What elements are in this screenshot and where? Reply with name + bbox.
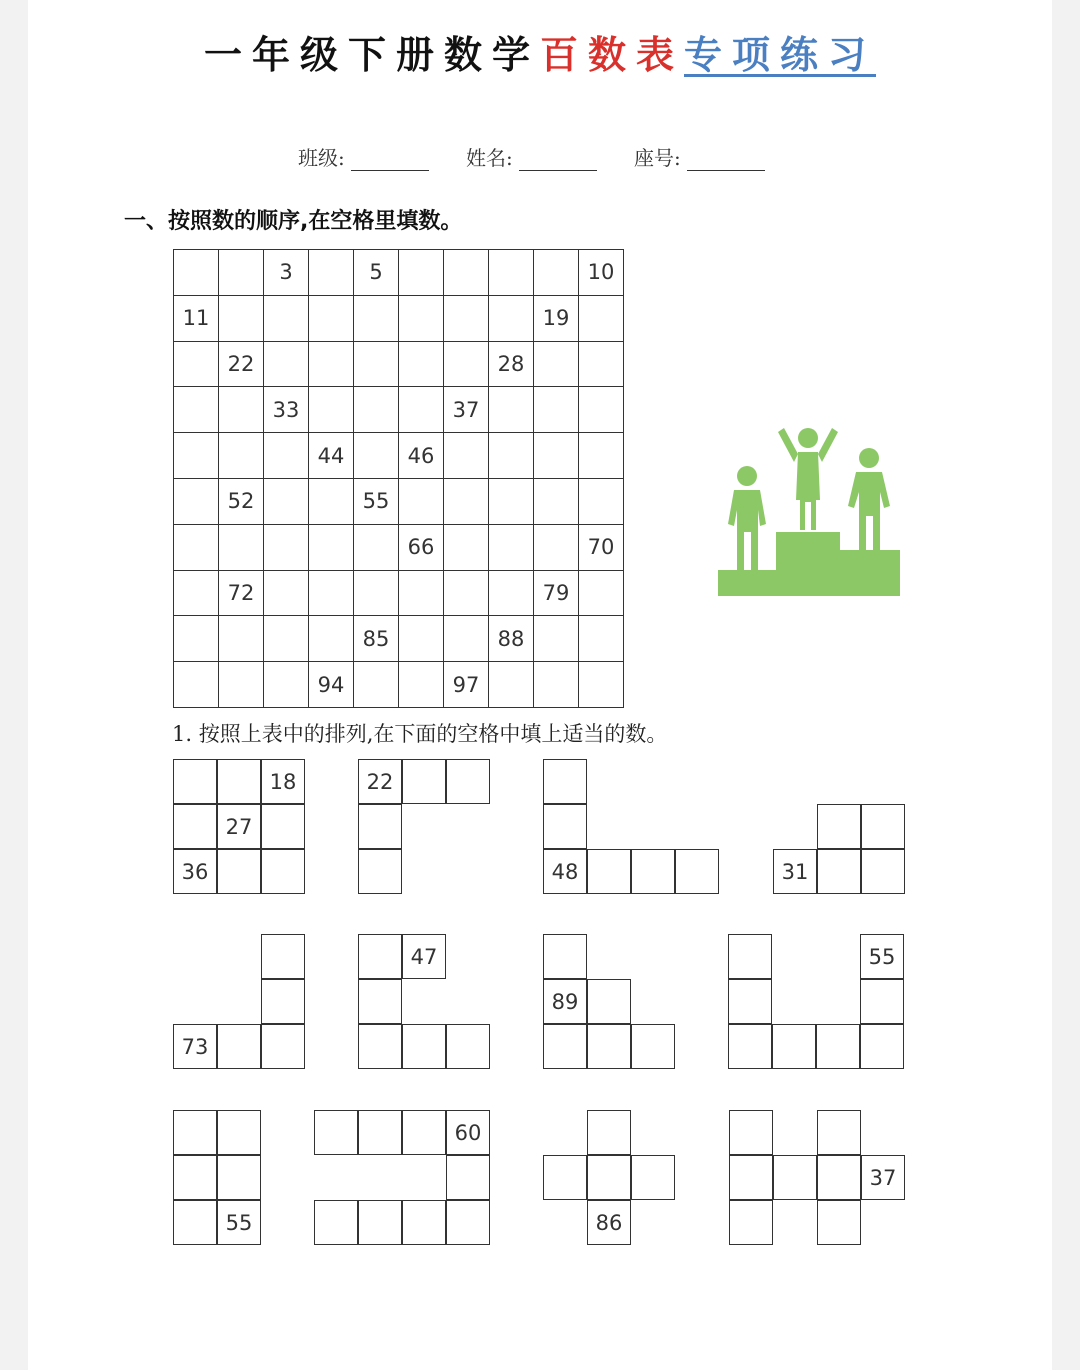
chart-cell-number: 22 bbox=[219, 341, 264, 387]
fragment-cell-blank[interactable] bbox=[358, 934, 402, 979]
fragment-cell-blank[interactable] bbox=[631, 1155, 675, 1200]
chart-cell-blank[interactable] bbox=[354, 524, 399, 570]
fragment-cell-blank[interactable] bbox=[817, 1110, 861, 1155]
chart-cell-blank[interactable] bbox=[354, 387, 399, 433]
fragment-cell-blank[interactable] bbox=[861, 849, 905, 894]
fragment-cell-blank[interactable] bbox=[446, 1200, 490, 1245]
page-title bbox=[0, 24, 1080, 79]
chart-cell-blank[interactable] bbox=[489, 570, 534, 616]
chart-row bbox=[174, 570, 624, 616]
fragment-cell-blank[interactable] bbox=[817, 804, 861, 849]
fragment-cell-blank[interactable] bbox=[543, 759, 587, 804]
question-1-text: 1. 按照上表中的排列,在下面的空格中填上适当的数。 bbox=[172, 722, 668, 746]
chart-cell-number: 79 bbox=[534, 570, 579, 616]
chart-cell-blank[interactable] bbox=[174, 570, 219, 616]
chart-cell-blank[interactable] bbox=[489, 295, 534, 341]
fragment-cell-blank[interactable] bbox=[543, 1155, 587, 1200]
chart-cell-blank[interactable] bbox=[264, 662, 309, 708]
chart-cell-number: 70 bbox=[579, 524, 624, 570]
fragment-cell-blank[interactable] bbox=[261, 934, 305, 979]
fragment-cell-blank[interactable] bbox=[402, 1200, 446, 1245]
chart-cell-blank[interactable] bbox=[309, 341, 354, 387]
chart-cell-blank[interactable] bbox=[309, 524, 354, 570]
fragment-cell-number: 36 bbox=[173, 849, 217, 894]
fragment-cell-number: 89 bbox=[543, 979, 587, 1024]
fragment-cell-blank[interactable] bbox=[729, 1200, 773, 1245]
chart-cell-blank[interactable] bbox=[579, 616, 624, 662]
fragment-cell-blank[interactable] bbox=[173, 804, 217, 849]
chart-cell-blank[interactable] bbox=[309, 295, 354, 341]
fragment-cell-blank[interactable] bbox=[261, 804, 305, 849]
chart-cell-blank[interactable] bbox=[399, 387, 444, 433]
chart-row bbox=[174, 662, 624, 708]
title-part-3: 专项练习 bbox=[684, 33, 877, 77]
fragment-cell-blank[interactable] bbox=[772, 1024, 816, 1069]
chart-cell-blank[interactable] bbox=[444, 433, 489, 479]
fragment-cell-blank[interactable] bbox=[861, 804, 905, 849]
fragment-cell-number: 60 bbox=[446, 1110, 490, 1155]
chart-cell-number: 55 bbox=[354, 478, 399, 524]
fragment-cell-blank[interactable] bbox=[543, 804, 587, 849]
chart-cell-blank[interactable] bbox=[309, 387, 354, 433]
fragment-cell-blank[interactable] bbox=[446, 1024, 490, 1069]
chart-cell-blank[interactable] bbox=[354, 570, 399, 616]
fragment-cell-blank[interactable] bbox=[587, 1155, 631, 1200]
chart-cell-blank[interactable] bbox=[534, 387, 579, 433]
name-blank[interactable] bbox=[519, 148, 597, 171]
fragment-cell-blank[interactable] bbox=[817, 1155, 861, 1200]
chart-cell-blank[interactable] bbox=[579, 341, 624, 387]
chart-cell-blank[interactable] bbox=[534, 524, 579, 570]
title-part-2: 百数表 bbox=[539, 33, 684, 77]
chart-cell-number: 85 bbox=[354, 616, 399, 662]
fragment-cell-blank[interactable] bbox=[446, 1155, 490, 1200]
fragment-cell-blank[interactable] bbox=[587, 979, 631, 1024]
seat-field[interactable] bbox=[634, 142, 765, 171]
chart-cell-blank[interactable] bbox=[444, 524, 489, 570]
chart-row bbox=[174, 433, 624, 479]
chart-cell-blank[interactable] bbox=[219, 387, 264, 433]
chart-row bbox=[174, 341, 624, 387]
chart-row bbox=[174, 387, 624, 433]
chart-cell-blank[interactable] bbox=[444, 341, 489, 387]
chart-cell-number: 44 bbox=[309, 433, 354, 479]
fragment-cell-blank[interactable] bbox=[402, 1024, 446, 1069]
fragment-cell-number: 18 bbox=[261, 759, 305, 804]
fragment-cell-blank[interactable] bbox=[217, 1155, 261, 1200]
chart-cell-blank[interactable] bbox=[534, 478, 579, 524]
fragment-cell-blank[interactable] bbox=[816, 1024, 860, 1069]
fragment-cell-blank[interactable] bbox=[860, 1024, 904, 1069]
chart-cell-blank[interactable] bbox=[444, 295, 489, 341]
fragment-cell-blank[interactable] bbox=[217, 1110, 261, 1155]
chart-cell-blank[interactable] bbox=[399, 341, 444, 387]
chart-cell-number: 46 bbox=[399, 433, 444, 479]
chart-cell-blank[interactable] bbox=[489, 387, 534, 433]
chart-cell-blank[interactable] bbox=[219, 616, 264, 662]
fragment-cell-blank[interactable] bbox=[543, 934, 587, 979]
fragment-cell-blank[interactable] bbox=[773, 1155, 817, 1200]
chart-cell-blank[interactable] bbox=[219, 250, 264, 296]
fragment-cell-number: 55 bbox=[217, 1200, 261, 1245]
chart-cell-blank[interactable] bbox=[174, 387, 219, 433]
chart-row bbox=[174, 616, 624, 662]
chart-cell-blank[interactable] bbox=[579, 433, 624, 479]
fragment-cell-blank[interactable] bbox=[446, 759, 490, 804]
chart-cell-number: 37 bbox=[444, 387, 489, 433]
chart-cell-number: 28 bbox=[489, 341, 534, 387]
chart-cell-number: 94 bbox=[309, 662, 354, 708]
section-heading: 一、按照数的顺序,在空格里填数。 bbox=[124, 209, 463, 234]
chart-cell-blank[interactable] bbox=[174, 341, 219, 387]
fragment-cell-blank[interactable] bbox=[728, 979, 772, 1024]
chart-cell-number: 10 bbox=[579, 250, 624, 296]
chart-cell-number: 88 bbox=[489, 616, 534, 662]
chart-cell-blank[interactable] bbox=[354, 433, 399, 479]
chart-cell-blank[interactable] bbox=[174, 478, 219, 524]
fragment-cell-number: 37 bbox=[861, 1155, 905, 1200]
chart-cell-blank[interactable] bbox=[264, 341, 309, 387]
chart-row bbox=[174, 295, 624, 341]
fragment-cell-blank[interactable] bbox=[217, 1024, 261, 1069]
fragment-cell-number: 48 bbox=[543, 849, 587, 894]
chart-cell-blank[interactable] bbox=[534, 433, 579, 479]
fragment-cell-blank[interactable] bbox=[817, 1200, 861, 1245]
fragment-cell-blank[interactable] bbox=[728, 1024, 772, 1069]
hundred-chart bbox=[173, 249, 613, 697]
chart-cell-blank[interactable] bbox=[174, 433, 219, 479]
fragment-cell-blank[interactable] bbox=[314, 1110, 358, 1155]
chart-cell-blank[interactable] bbox=[264, 524, 309, 570]
chart-cell-blank[interactable] bbox=[309, 616, 354, 662]
chart-cell-blank[interactable] bbox=[174, 662, 219, 708]
chart-cell-blank[interactable] bbox=[444, 570, 489, 616]
chart-row bbox=[174, 524, 624, 570]
chart-cell-blank[interactable] bbox=[444, 250, 489, 296]
chart-cell-blank[interactable] bbox=[174, 250, 219, 296]
chart-cell-blank[interactable] bbox=[534, 616, 579, 662]
fragment-cell-blank[interactable] bbox=[261, 1024, 305, 1069]
chart-cell-number: 33 bbox=[264, 387, 309, 433]
chart-cell-number: 97 bbox=[444, 662, 489, 708]
fragment-cell-number: 47 bbox=[402, 934, 446, 979]
fragment-cell-blank[interactable] bbox=[314, 1200, 358, 1245]
chart-cell-blank[interactable] bbox=[219, 433, 264, 479]
chart-cell-blank[interactable] bbox=[489, 662, 534, 708]
chart-cell-blank[interactable] bbox=[174, 616, 219, 662]
fragment-cell-number: 22 bbox=[358, 759, 402, 804]
chart-cell-blank[interactable] bbox=[489, 250, 534, 296]
chart-row bbox=[174, 250, 624, 296]
fragment-cell-blank[interactable] bbox=[729, 1110, 773, 1155]
fragment-cell-blank[interactable] bbox=[402, 1110, 446, 1155]
name-label: 姓名: bbox=[466, 146, 513, 170]
fragment-cell-blank[interactable] bbox=[261, 849, 305, 894]
chart-cell-blank[interactable] bbox=[309, 478, 354, 524]
fragment-cell-blank[interactable] bbox=[173, 1110, 217, 1155]
fragment-cell-blank[interactable] bbox=[173, 759, 217, 804]
chart-cell-blank[interactable] bbox=[534, 250, 579, 296]
chart-cell-blank[interactable] bbox=[309, 570, 354, 616]
chart-cell-blank[interactable] bbox=[399, 570, 444, 616]
chart-cell-blank[interactable] bbox=[489, 478, 534, 524]
chart-cell-blank[interactable] bbox=[264, 570, 309, 616]
chart-cell-number: 3 bbox=[264, 250, 309, 296]
fragment-cell-blank[interactable] bbox=[631, 849, 675, 894]
name-field[interactable] bbox=[466, 142, 597, 171]
chart-cell-blank[interactable] bbox=[579, 478, 624, 524]
fragment-cell-blank[interactable] bbox=[261, 979, 305, 1024]
fragment-cell-blank[interactable] bbox=[587, 1024, 631, 1069]
fragment-cell-blank[interactable] bbox=[358, 804, 402, 849]
chart-cell-blank[interactable] bbox=[219, 295, 264, 341]
chart-cell-blank[interactable] bbox=[219, 662, 264, 708]
fragment-cell-blank[interactable] bbox=[402, 759, 446, 804]
chart-cell-blank[interactable] bbox=[489, 524, 534, 570]
fragment-cell-number: 73 bbox=[173, 1024, 217, 1069]
chart-cell-number: 11 bbox=[174, 295, 219, 341]
fragment-cell-blank[interactable] bbox=[817, 849, 861, 894]
chart-cell-number: 19 bbox=[534, 295, 579, 341]
chart-cell-blank[interactable] bbox=[489, 433, 534, 479]
chart-cell-blank[interactable] bbox=[264, 478, 309, 524]
chart-cell-blank[interactable] bbox=[444, 616, 489, 662]
chart-cell-blank[interactable] bbox=[399, 662, 444, 708]
fragment-cell-number: 55 bbox=[860, 934, 904, 979]
chart-cell-blank[interactable] bbox=[399, 295, 444, 341]
fragment-cell-number: 27 bbox=[217, 804, 261, 849]
chart-cell-blank[interactable] bbox=[579, 387, 624, 433]
fragment-cell-blank[interactable] bbox=[543, 1024, 587, 1069]
chart-cell-number: 52 bbox=[219, 478, 264, 524]
fragment-cell-blank[interactable] bbox=[173, 1200, 217, 1245]
fragment-cell-blank[interactable] bbox=[358, 849, 402, 894]
chart-row bbox=[174, 478, 624, 524]
fragment-cell-blank[interactable] bbox=[358, 1110, 402, 1155]
title-part-1: 一年级下册数学 bbox=[203, 33, 540, 77]
podium-winners-icon bbox=[714, 420, 904, 600]
fragment-cell-blank[interactable] bbox=[173, 1155, 217, 1200]
fragment-cell-blank[interactable] bbox=[728, 934, 772, 979]
chart-cell-blank[interactable] bbox=[264, 616, 309, 662]
chart-cell-blank[interactable] bbox=[354, 662, 399, 708]
chart-cell-blank[interactable] bbox=[399, 250, 444, 296]
fragment-cell-blank[interactable] bbox=[587, 1110, 631, 1155]
seat-label: 座号: bbox=[634, 146, 681, 170]
chart-cell-blank[interactable] bbox=[264, 433, 309, 479]
seat-blank[interactable] bbox=[687, 148, 765, 171]
chart-cell-blank[interactable] bbox=[309, 250, 354, 296]
chart-cell-blank[interactable] bbox=[264, 295, 309, 341]
chart-cell-blank[interactable] bbox=[534, 662, 579, 708]
fragment-cell-blank[interactable] bbox=[358, 1024, 402, 1069]
chart-cell-blank[interactable] bbox=[579, 570, 624, 616]
fragment-cell-blank[interactable] bbox=[631, 1024, 675, 1069]
fragment-cell-number: 31 bbox=[773, 849, 817, 894]
chart-cell-blank[interactable] bbox=[399, 616, 444, 662]
fragment-cell-blank[interactable] bbox=[358, 1200, 402, 1245]
fragment-cell-blank[interactable] bbox=[358, 979, 402, 1024]
chart-cell-blank[interactable] bbox=[399, 478, 444, 524]
chart-cell-blank[interactable] bbox=[354, 295, 399, 341]
chart-cell-blank[interactable] bbox=[579, 295, 624, 341]
chart-cell-blank[interactable] bbox=[534, 341, 579, 387]
class-field[interactable] bbox=[298, 142, 429, 171]
chart-cell-blank[interactable] bbox=[219, 524, 264, 570]
fragment-cell-blank[interactable] bbox=[675, 849, 719, 894]
fragment-cell-blank[interactable] bbox=[587, 849, 631, 894]
class-blank[interactable] bbox=[351, 148, 429, 171]
fragment-cell-blank[interactable] bbox=[217, 759, 261, 804]
fragment-cell-number: 86 bbox=[587, 1200, 631, 1245]
chart-cell-blank[interactable] bbox=[174, 524, 219, 570]
chart-cell-blank[interactable] bbox=[579, 662, 624, 708]
chart-cell-number: 5 bbox=[354, 250, 399, 296]
chart-cell-number: 66 bbox=[399, 524, 444, 570]
chart-cell-number: 72 bbox=[219, 570, 264, 616]
fragment-cell-blank[interactable] bbox=[729, 1155, 773, 1200]
fragment-cell-blank[interactable] bbox=[217, 849, 261, 894]
class-label: 班级: bbox=[298, 146, 345, 170]
chart-cell-blank[interactable] bbox=[444, 478, 489, 524]
chart-cell-blank[interactable] bbox=[354, 341, 399, 387]
fragment-cell-blank[interactable] bbox=[860, 979, 904, 1024]
